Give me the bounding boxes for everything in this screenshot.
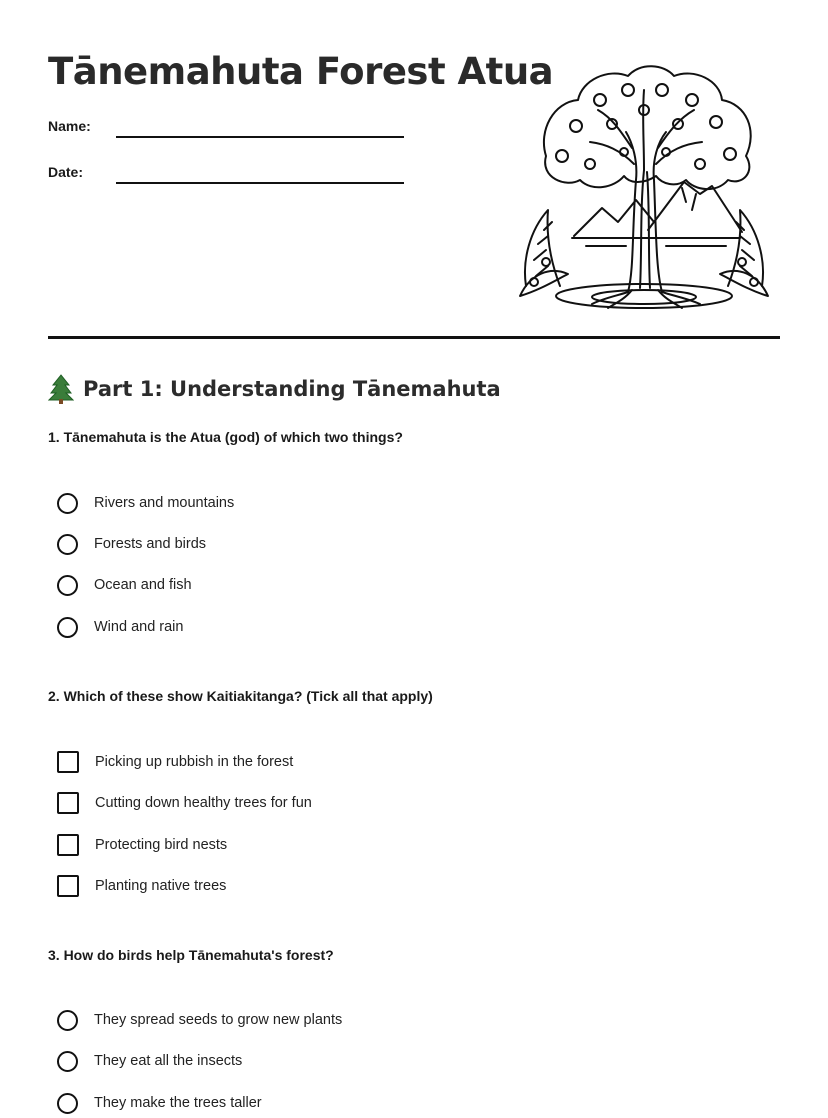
option-label: They eat all the insects <box>94 1053 243 1069</box>
option-label: They spread seeds to grow new plants <box>94 1012 343 1028</box>
radio-button[interactable] <box>57 1051 78 1072</box>
q1-option[interactable] <box>57 573 192 597</box>
section-divider <box>48 336 780 339</box>
radio-button[interactable] <box>57 617 78 638</box>
radio-button[interactable] <box>57 1010 78 1031</box>
option-label: Forests and birds <box>94 536 207 552</box>
option-label: Ocean and fish <box>94 577 192 593</box>
q2-option[interactable] <box>57 874 226 898</box>
date-field <box>48 162 408 186</box>
option-label: Cutting down healthy trees for fun <box>95 795 312 811</box>
option-label: Rivers and mountains <box>94 495 235 511</box>
checkbox[interactable] <box>57 751 79 773</box>
name-label: Name: <box>48 118 91 134</box>
checkbox[interactable] <box>57 875 79 897</box>
part1-heading <box>48 374 501 404</box>
name-line[interactable] <box>116 136 404 138</box>
q2-option[interactable] <box>57 750 293 774</box>
option-label: They make the trees taller <box>94 1095 262 1111</box>
option-label: Wind and rain <box>94 619 184 635</box>
radio-button[interactable] <box>57 1093 78 1114</box>
q1-option[interactable] <box>57 615 183 639</box>
name-field <box>48 116 408 140</box>
option-label: Picking up rubbish in the forest <box>95 754 294 770</box>
checkbox[interactable] <box>57 834 79 856</box>
q3-option[interactable] <box>57 1049 242 1073</box>
worksheet-title: Tānemahuta Forest Atua <box>48 50 554 93</box>
evergreen-tree-icon <box>48 374 74 404</box>
question-1: 1. Tānemahuta is the Atua (god) of which two things? <box>48 429 403 445</box>
question-3: 3. How do birds help Tānemahuta's forest? <box>48 947 334 963</box>
radio-button[interactable] <box>57 575 78 596</box>
q3-option[interactable] <box>57 1008 342 1032</box>
q2-option[interactable] <box>57 791 312 815</box>
tree-illustration <box>516 60 772 312</box>
q1-option[interactable] <box>57 491 234 515</box>
date-label: Date: <box>48 164 84 180</box>
checkbox[interactable] <box>57 792 79 814</box>
q1-option[interactable] <box>57 532 206 556</box>
question-2: 2. Which of these show Kaitiakitanga? (Tick all that apply) <box>48 688 433 704</box>
radio-button[interactable] <box>57 534 78 555</box>
option-label: Protecting bird nests <box>95 837 228 853</box>
q3-option[interactable] <box>57 1091 262 1115</box>
part1-heading-text: Part 1: Understanding Tānemahuta <box>83 377 501 401</box>
date-line[interactable] <box>116 182 404 184</box>
radio-button[interactable] <box>57 493 78 514</box>
q2-option[interactable] <box>57 833 227 857</box>
option-label: Planting native trees <box>95 878 227 894</box>
